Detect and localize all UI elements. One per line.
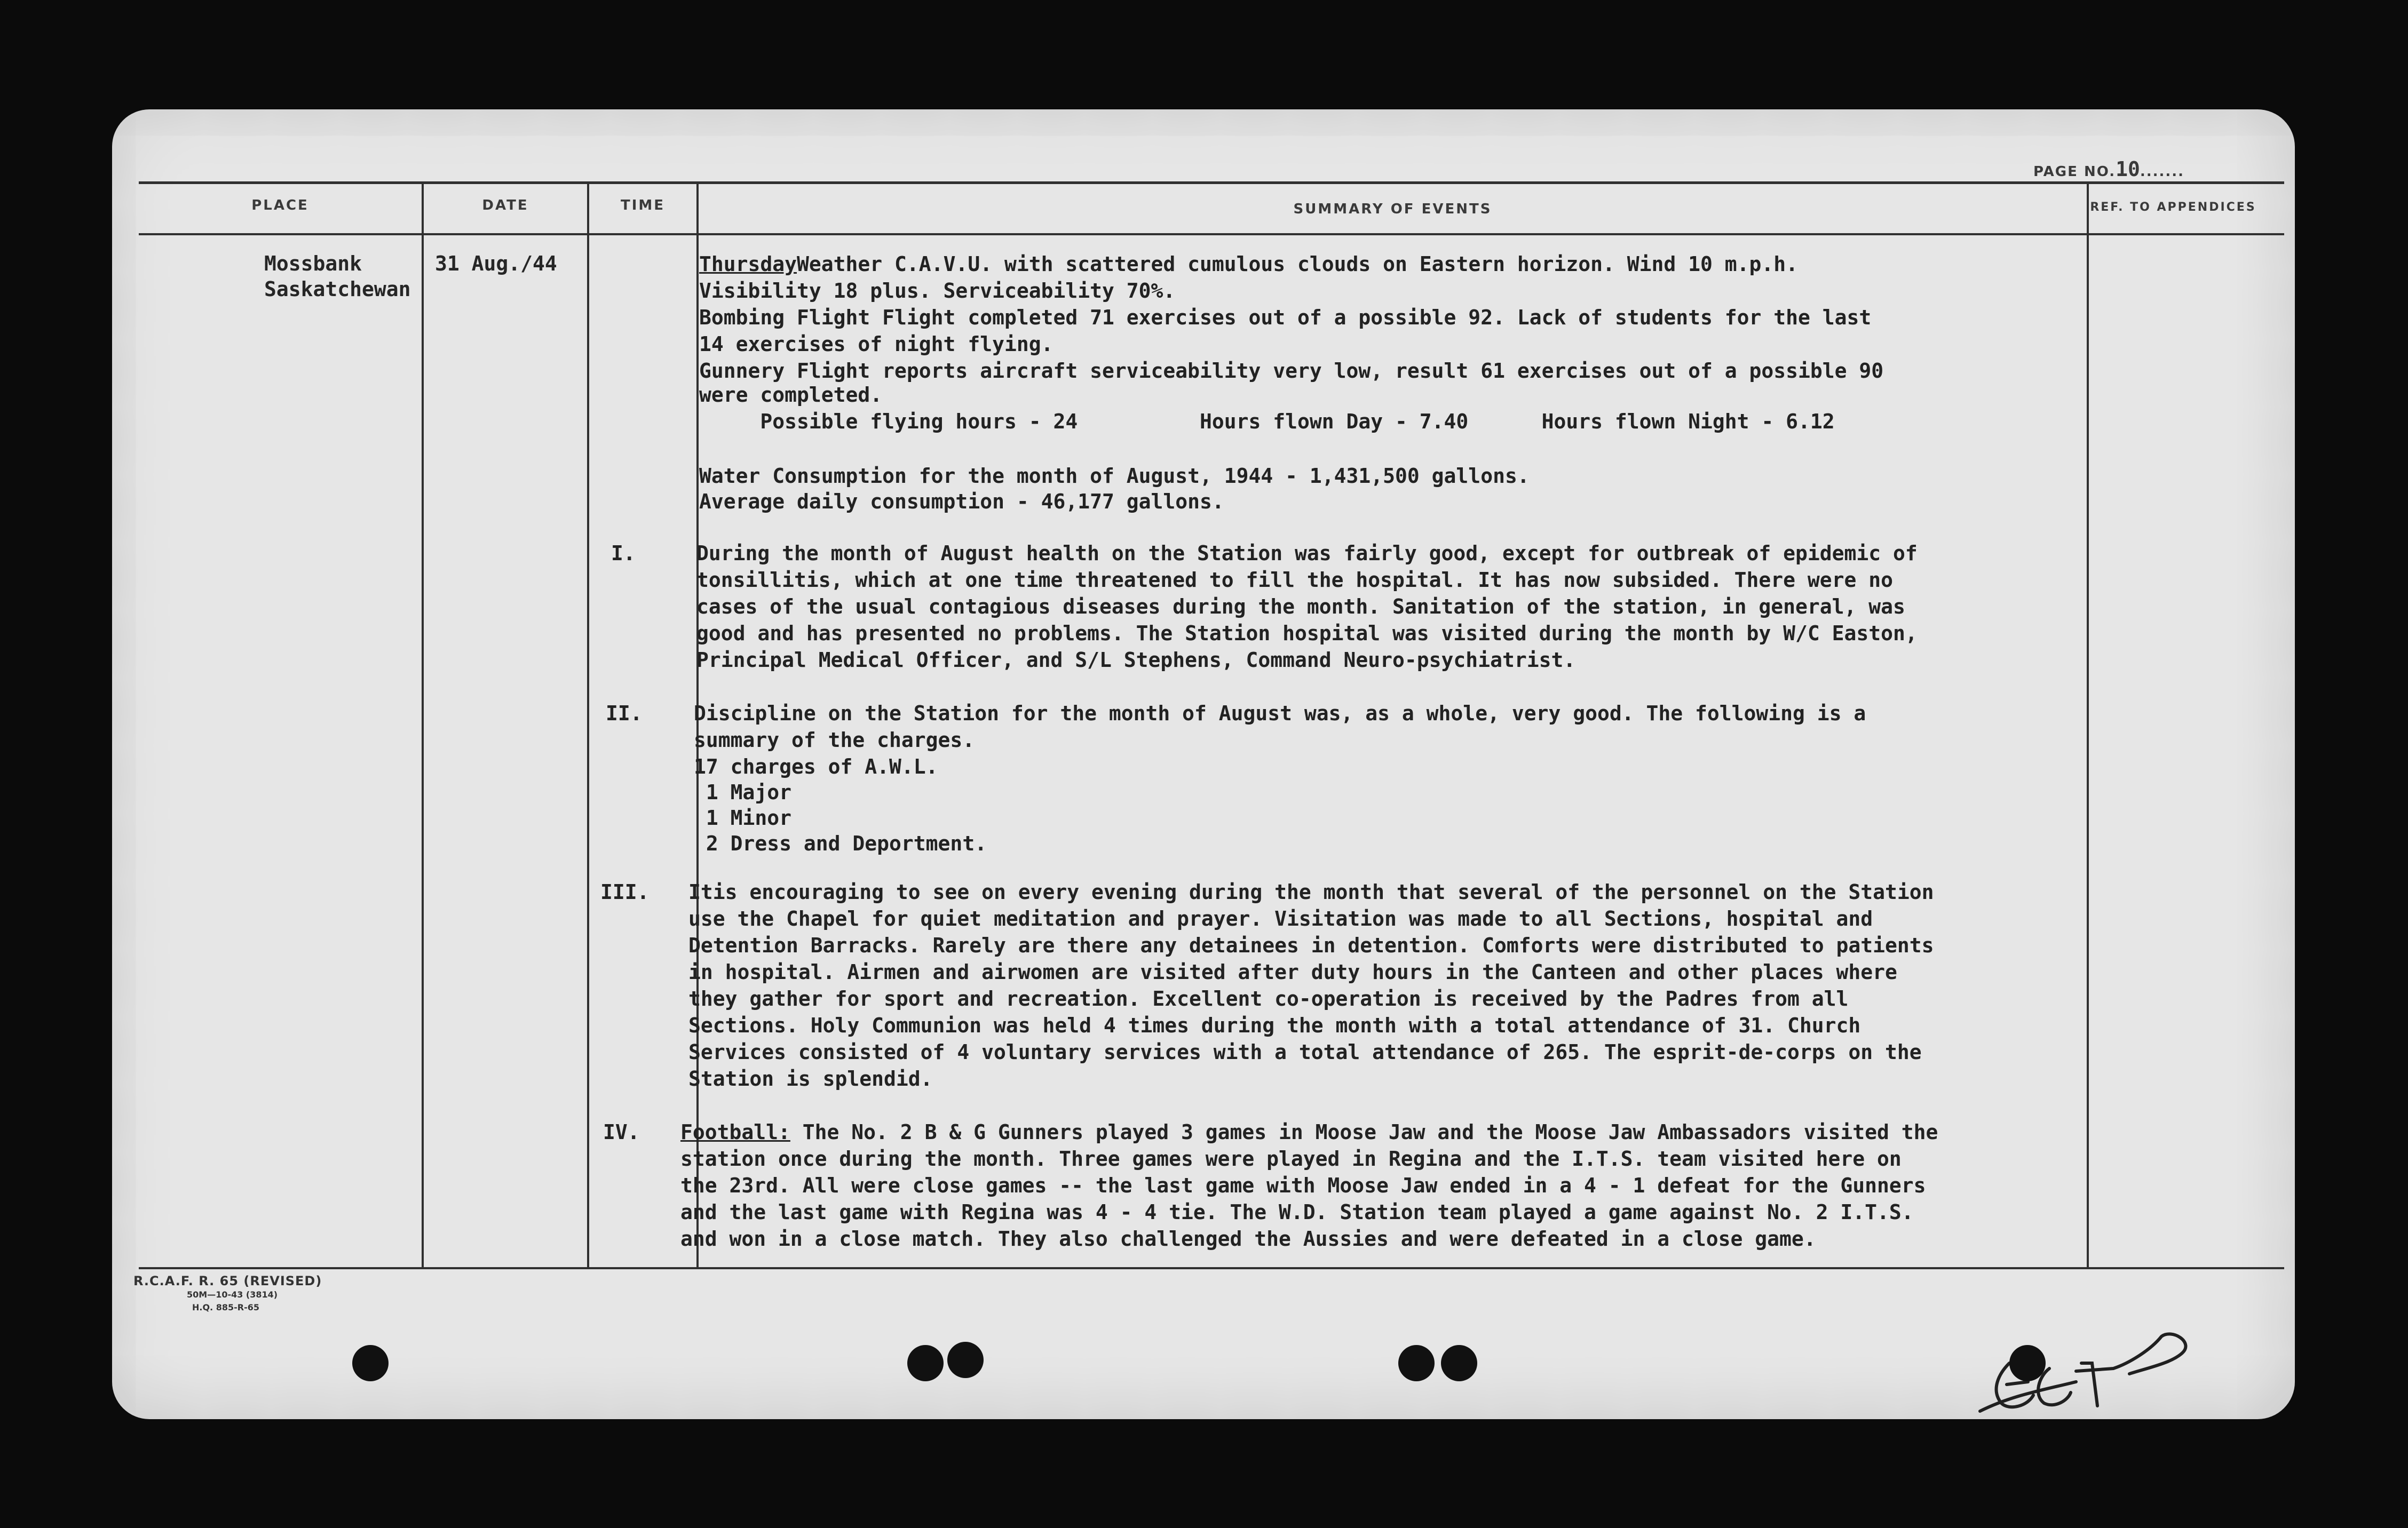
summary-line-2: Bombing Flight Flight completed 71 exercises out of a possible 92. Lack of students for the last — [699, 306, 1872, 329]
punch-hole — [2009, 1345, 2046, 1381]
summary-line-14: Discipline on the Station for the month of August was, as a whole, very good. The following is a — [694, 702, 1866, 725]
page-number-dots: ....... — [2140, 164, 2185, 180]
header-summary: SUMMARY OF EVENTS — [1293, 201, 1492, 217]
punch-hole — [352, 1345, 389, 1381]
place-date-divider — [422, 181, 424, 1267]
diary-form-card — [112, 109, 2295, 1419]
punch-hole — [1398, 1345, 1435, 1381]
summary-line-19: 2 Dress and Deportment. — [694, 832, 987, 855]
summary-line-8: Average daily consumption - 46,177 gallons. — [699, 490, 1224, 513]
summary-line-4: Gunnery Flight reports aircraft serviceability very low, result 61 exercises out of a possible 90 — [699, 359, 1884, 383]
summary-line-10: tonsillitis, which at one time threatened to fill the hospital. It has now subsided. There were no — [696, 568, 1894, 592]
summary-line-27: Station is splendid. — [688, 1067, 933, 1091]
summary-line-28 — [680, 1120, 1938, 1144]
summary-ref-divider — [2087, 181, 2089, 1267]
summary-line-3: 14 exercises of night flying. — [699, 332, 1054, 356]
place-line-2: Saskatchewan — [264, 277, 411, 301]
summary-line-21: use the Chapel for quiet meditation and prayer. Visitation was made to all Sections, hospital and — [688, 907, 1873, 930]
summary-line-1: Visibility 18 plus. Serviceability 70%. — [699, 279, 1176, 303]
summary-text: The No. 2 B & G Gunners played 3 games in Moose Jaw and the Moose Jaw Ambassadors visited the — [790, 1120, 1938, 1144]
punch-hole — [907, 1345, 944, 1381]
page-number-label: PAGE NO. — [2033, 164, 2116, 180]
summary-line-24: they gather for sport and recreation. Excellent co-operation is received by the Padres from all — [688, 987, 1849, 1010]
summary-line-23: in hospital. Airmen and airwomen are visited after duty hours in the Canteen and other places where — [688, 960, 1897, 984]
summary-line-32: and won in a close match. They also challenged the Aussies and were defeated in a close game. — [680, 1227, 1816, 1251]
form-code-line-3: H.Q. 885-R-65 — [192, 1302, 259, 1312]
summary-line-11: cases of the usual contagious diseases during the month. Sanitation of the station, in general, was — [696, 595, 1905, 618]
summary-line-16: 17 charges of A.W.L. — [694, 755, 938, 778]
page-number-value: 10 — [2116, 157, 2140, 181]
summary-line-0 — [699, 252, 1798, 276]
date-cell: 31 Aug./44 — [435, 252, 557, 275]
summary-line-31: and the last game with Regina was 4 - 4 tie. The W.D. Station team played a game against No. 2 I.T.S. — [680, 1200, 1914, 1224]
date-time-divider — [587, 181, 589, 1267]
header-date: DATE — [482, 197, 529, 213]
bottom-rule — [139, 1267, 2284, 1269]
summary-text: Weather C.A.V.U. with scattered cumulous clouds on Eastern horizon. Wind 10 m.p.h. — [797, 252, 1799, 276]
signature-drawing — [1969, 1331, 2247, 1438]
summary-line-29: station once during the month. Three games were played in Regina and the I.T.S. team visited here on — [680, 1147, 1902, 1171]
summary-line-26: Services consisted of 4 voluntary services with a total attendance of 265. The esprit-de-corps on the — [688, 1040, 1922, 1064]
summary-line-13: Principal Medical Officer, and S/L Stephens, Command Neuro-psychiatrist. — [696, 648, 1576, 672]
summary-line-18: 1 Minor — [694, 806, 792, 830]
top-rule — [139, 181, 2284, 184]
punch-hole — [947, 1342, 984, 1378]
header-ref: REF. TO APPENDICES — [2090, 201, 2256, 214]
summary-line-15: summary of the charges. — [694, 728, 975, 752]
header-time: TIME — [620, 197, 666, 213]
summary-line-12: good and has presented no problems. The Station hospital was visited during the month by W/C Easton, — [696, 622, 1918, 645]
summary-line-6: Possible flying hours - 24 Hours flown Day - 7.40 Hours flown Night - 6.12 — [699, 410, 1835, 433]
summary-line-9: During the month of August health on the Station was fairly good, except for outbreak of epidemic of — [696, 542, 1918, 565]
section-label-i: I. — [611, 542, 636, 565]
form-code-line-1: R.C.A.F. R. 65 (REVISED) — [133, 1274, 322, 1288]
summary-line-25: Sections. Holy Communion was held 4 times during the month with a total attendance of 31. Church — [688, 1014, 1861, 1037]
place-cell — [264, 251, 411, 302]
place-line-1: Mossbank — [264, 252, 362, 275]
section-label-ii: II. — [606, 702, 643, 725]
day-label: Thursday — [699, 252, 797, 276]
punch-hole — [1441, 1345, 1477, 1381]
signature — [1969, 1331, 2247, 1440]
section-label-iv: IV. — [603, 1120, 640, 1144]
form-code-line-2: 50M—10-43 (3814) — [187, 1290, 278, 1300]
football-label: Football: — [680, 1120, 790, 1144]
summary-line-20: Itis encouraging to see on every evening during the month that several of the personnel on the Station — [688, 880, 1934, 904]
header-place: PLACE — [251, 197, 309, 213]
header-rule — [139, 233, 2284, 235]
summary-line-22: Detention Barracks. Rarely are there any detainees in detention. Comforts were distributed to patients — [688, 934, 1934, 957]
summary-line-17: 1 Major — [694, 781, 792, 804]
summary-line-30: the 23rd. All were close games -- the last game with Moose Jaw ended in a 4 - 1 defeat for the Gunners — [680, 1174, 1926, 1197]
page-number — [2033, 157, 2184, 181]
summary-line-7: Water Consumption for the month of August, 1944 - 1,431,500 gallons. — [699, 464, 1530, 488]
section-label-iii: III. — [600, 880, 649, 904]
summary-line-5: were completed. — [699, 383, 883, 407]
